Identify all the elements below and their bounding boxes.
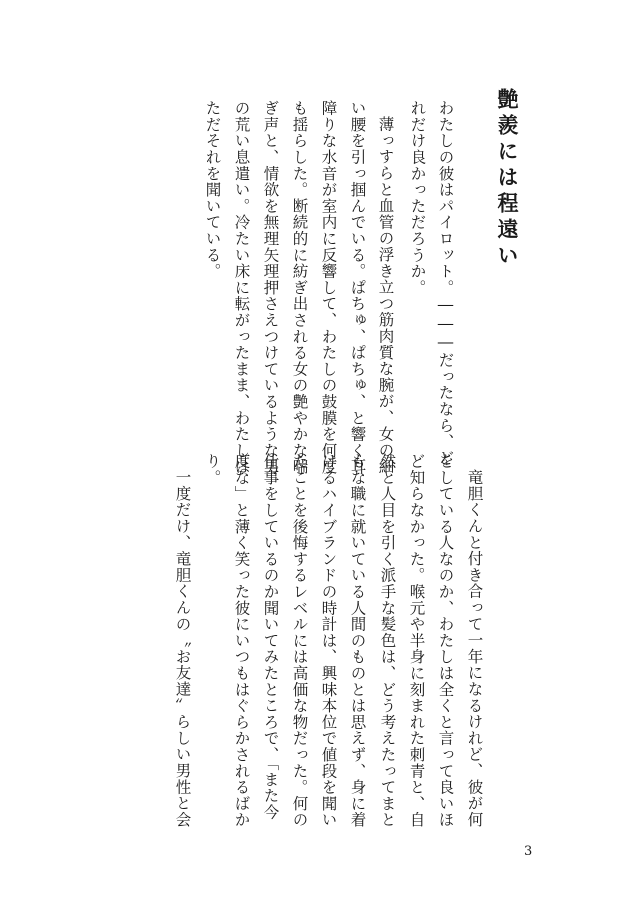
chapter-title: 艶羨には程遠い	[495, 88, 520, 270]
text-column: もな職に就いている人間のものとは思えず、身に着	[348, 453, 367, 828]
text-column: けるハイブランドの時計は、興味本位で値段を聞い	[319, 453, 338, 828]
text-column: ぎ声と、情欲を無理矢理押さえつけているような男	[261, 100, 280, 475]
text-column: の荒い息遣い。冷たい床に転がったまま、わたしは	[232, 100, 251, 475]
text-column: 仕事をしているのか聞いてみたところで、「また今	[261, 453, 280, 821]
text-column: ただそれを聞いている。	[203, 100, 222, 280]
text-column: 竜胆くんと付き合って一年になるけれど、彼が何	[465, 469, 484, 828]
text-column: 一度だけ、竜胆くんの〝お友達〟らしい男性と会	[173, 469, 192, 828]
text-column: ど知らなかった。喉元や半身に刻まれた刺青と、自	[407, 453, 426, 828]
text-column: り。	[203, 453, 222, 486]
text-column: 度な」と薄く笑った彼にいつもはぐらかされるばか	[232, 453, 251, 828]
text-column: わたしの彼はパイロット。―――だったなら、ど	[436, 100, 455, 467]
text-column: をしている人なのか、わたしは全くと言って良いほ	[436, 453, 455, 828]
text-column: も揺らした。断続的に紡ぎ出される女の艶やかな喘	[290, 100, 309, 475]
text-column: たことを後悔するレベルには高価な物だった。何の	[290, 453, 309, 828]
page-number: 3	[524, 844, 533, 859]
text-column: 障りな水音が室内に反響して、わたしの鼓膜を何度	[319, 100, 338, 475]
text-column: 然と人目を引く派手な髪色は、どう考えたってまと	[378, 453, 397, 828]
text-column: れだけ良かっただろうか。	[408, 100, 427, 296]
text-column: い腰を引っ掴んでいる。ぱちゅ、ぱちゅ、と響く耳	[348, 100, 367, 475]
text-column: 薄っすらと血管の浮き立つ筋肉質な腕が、女の細	[376, 116, 395, 475]
